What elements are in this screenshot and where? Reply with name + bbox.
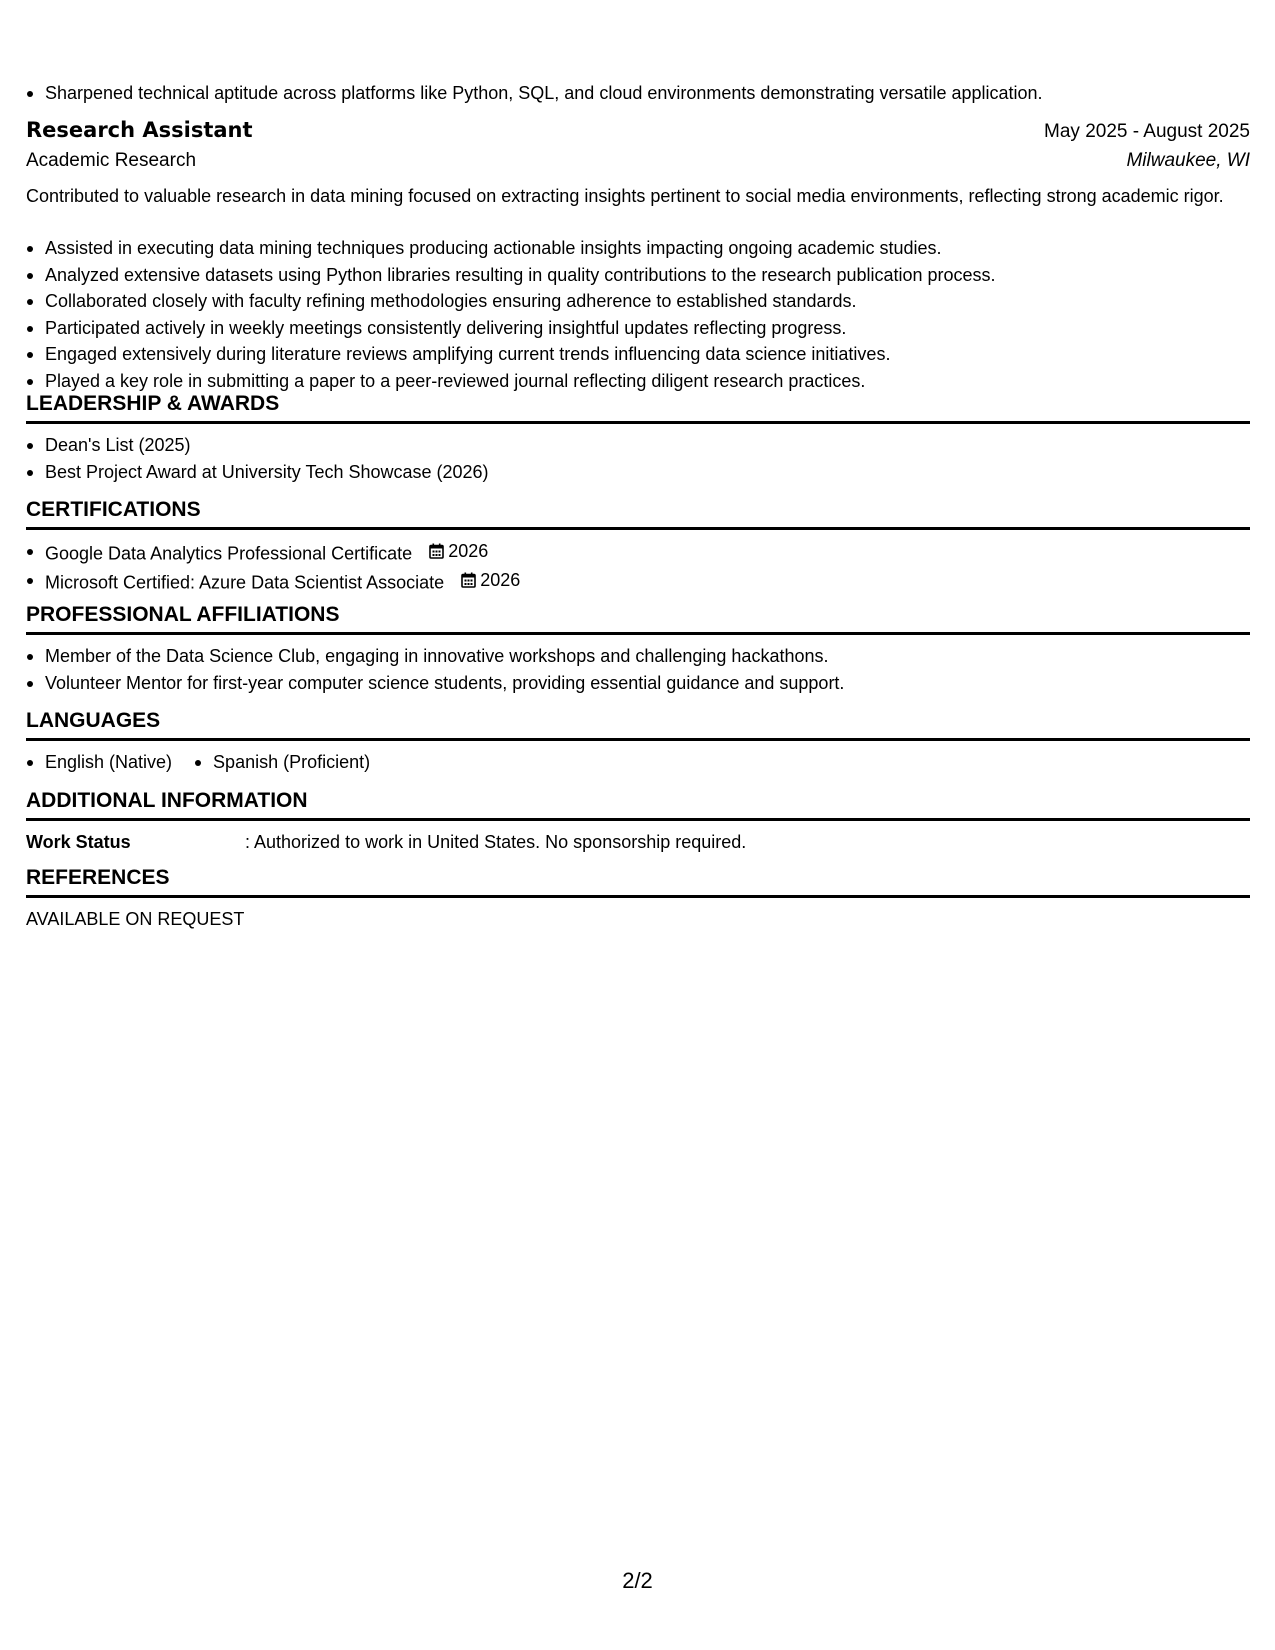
list-item bbox=[26, 567, 1250, 596]
list-item: Engaged extensively during literature reviews amplifying current trends influencing data science initiatives. bbox=[26, 341, 1250, 368]
list-item: Participated actively in weekly meetings consistently delivering insightful updates reflecting progress. bbox=[26, 315, 1250, 342]
page-number: 2/2 bbox=[622, 1568, 653, 1593]
languages-list bbox=[26, 749, 1250, 776]
certifications-list bbox=[26, 538, 1250, 596]
list-item: Dean's List (2025) bbox=[26, 432, 1250, 459]
calendar-icon bbox=[461, 572, 476, 588]
list-item: English (Native) bbox=[26, 749, 172, 776]
certification-name: Microsoft Certified: Azure Data Scientist Associate bbox=[45, 572, 445, 592]
certification-year: 2026 bbox=[448, 541, 489, 561]
list-item bbox=[26, 538, 1250, 567]
calendar-icon bbox=[429, 543, 444, 559]
section-title: ADDITIONAL INFORMATION bbox=[26, 787, 1250, 821]
certification-date bbox=[429, 538, 488, 565]
affiliations-list bbox=[26, 643, 1250, 696]
section-leadership bbox=[26, 390, 1250, 485]
list-item: Spanish (Proficient) bbox=[194, 749, 370, 776]
section-additional-information bbox=[26, 787, 1250, 855]
list-item: Member of the Data Science Club, engaging in innovative workshops and challenging hackathons. bbox=[26, 643, 1250, 670]
carryover-bullet-list bbox=[26, 80, 1250, 107]
role-header bbox=[26, 118, 1250, 143]
list-item: Sharpened technical aptitude across platforms like Python, SQL, and cloud environments demonstrating versatile application. bbox=[26, 80, 1250, 107]
section-title: PROFESSIONAL AFFILIATIONS bbox=[26, 601, 1250, 635]
work-status-row bbox=[26, 829, 1250, 855]
role-title: Research Assistant bbox=[26, 118, 253, 142]
list-item: Assisted in executing data mining techniques producing actionable insights impacting ongoing academic studies. bbox=[26, 235, 1250, 262]
section-title: LEADERSHIP & AWARDS bbox=[26, 390, 1250, 424]
role-bullet-list bbox=[26, 235, 1250, 394]
section-title: CERTIFICATIONS bbox=[26, 496, 1250, 530]
role-subheader bbox=[26, 150, 1250, 172]
leadership-list bbox=[26, 432, 1250, 485]
list-item: Analyzed extensive datasets using Python libraries resulting in quality contributions to the research publication process. bbox=[26, 262, 1250, 289]
certification-year: 2026 bbox=[480, 569, 521, 590]
section-languages bbox=[26, 707, 1250, 776]
role-summary: Contributed to valuable research in data mining focused on extracting insights pertinent to social media environments, reflecting strong academic rigor. bbox=[26, 186, 1224, 206]
section-affiliations bbox=[26, 601, 1250, 696]
role-dates: May 2025 - August 2025 bbox=[1044, 121, 1250, 142]
certification-date bbox=[461, 567, 520, 594]
section-title: REFERENCES bbox=[26, 864, 1250, 898]
section-certifications bbox=[26, 496, 1250, 596]
list-item: Volunteer Mentor for first-year computer science students, providing essential guidance and support. bbox=[26, 670, 1250, 697]
section-title: LANGUAGES bbox=[26, 707, 1250, 741]
work-status-label: Work Status bbox=[26, 832, 131, 852]
references-text: AVAILABLE ON REQUEST bbox=[26, 909, 245, 929]
role-location: Milwaukee, WI bbox=[1126, 150, 1250, 171]
section-references bbox=[26, 864, 1250, 932]
work-status-value: : Authorized to work in United States. No sponsorship required. bbox=[245, 832, 747, 852]
list-item: Best Project Award at University Tech Showcase (2026) bbox=[26, 459, 1250, 486]
list-item: Played a key role in submitting a paper to a peer-reviewed journal reflecting diligent research practices. bbox=[26, 368, 1250, 395]
certification-name: Google Data Analytics Professional Certificate bbox=[45, 543, 413, 564]
role-organization: Academic Research bbox=[26, 150, 197, 171]
list-item: Collaborated closely with faculty refining methodologies ensuring adherence to established standards. bbox=[26, 288, 1250, 315]
